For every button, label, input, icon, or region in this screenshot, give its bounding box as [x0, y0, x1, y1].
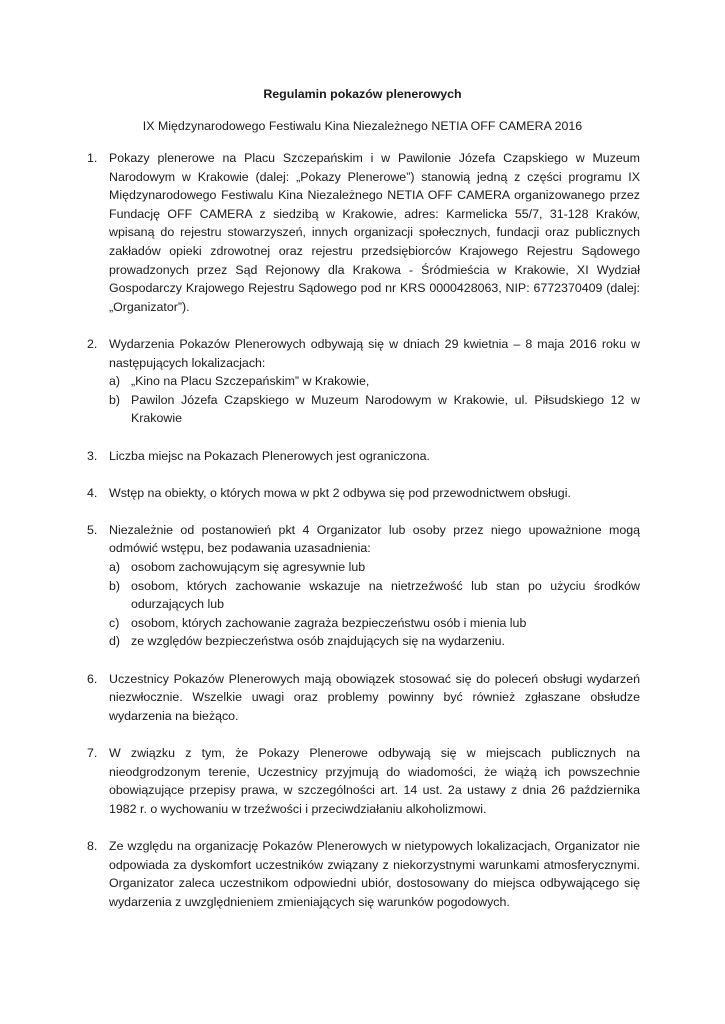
sub-item-letter: b): [109, 392, 121, 407]
sub-item-b: [109, 577, 640, 614]
item-text: Ze względu na organizację Pokazów Plenerowych w nietypowych lokalizacjach, Organizator nie odpowiada za dyskomfort uczestników związany z niekorzystnymi warunkami atmosferycznymi. Organizator zaleca uczestnikom odpowiedni ubiór, dostosowany do miejsca odbywającego się wydarzenia z uwzględnieniem zmieniających się warunków pogodowych.: [109, 838, 640, 909]
item-text: Wydarzenia Pokazów Plenerowych odbywają się w dniach 29 kwietnia – 8 maja 2016 roku w następujących lokalizacjach:: [109, 336, 640, 370]
document-subtitle: IX Międzynarodowego Festiwalu Kina Niezależnego NETIA OFF CAMERA 2016: [142, 119, 583, 133]
item-number: 4.: [87, 485, 98, 500]
sub-item-text: osobom, których zachowanie wskazuje na nietrzeźwość lub stan po użyciu środków odurzających lub: [131, 578, 640, 612]
sub-item-b: [109, 391, 640, 428]
regulation-item-7: [87, 744, 640, 818]
sub-item-d: [109, 632, 640, 651]
item-number: 1.: [87, 151, 98, 165]
sub-item-letter: c): [109, 615, 120, 630]
item-text: Uczestnicy Pokazów Plenerowych mają obowiązek stosować się do poleceń obsługi wydarzeń niezwłocznie. Wszelkie uwagi oraz problemy powinny być również zgłaszane obsłudze wydarzenia na bieżąco.: [109, 671, 640, 723]
sub-item-letter: a): [109, 560, 121, 575]
item-number: 3.: [87, 448, 98, 463]
regulation-item-2: [87, 335, 640, 428]
regulation-list: [87, 149, 640, 911]
regulation-item-6: [87, 670, 640, 726]
item-number: 2.: [87, 336, 98, 351]
item-number: 7.: [87, 746, 98, 760]
sub-item-text: osobom zachowującym się agresywnie lub: [131, 560, 366, 575]
sub-item-letter: a): [109, 374, 121, 389]
sub-item-letter: b): [109, 578, 121, 593]
regulation-item-5: [87, 521, 640, 651]
item-number: 8.: [87, 838, 98, 853]
regulation-item-3: [87, 447, 640, 466]
item-text: Wstęp na obiekty, o których mowa w pkt 2 odbywa się pod przewodnictwem obsługi.: [109, 485, 571, 500]
sub-item-letter: d): [109, 634, 121, 649]
sub-item-text: ze względów bezpieczeństwa osób znajdujących się na wydarzeniu.: [131, 634, 505, 649]
item-number: 6.: [87, 671, 98, 686]
item-number: 5.: [87, 522, 98, 537]
sub-item-a: [109, 372, 640, 391]
item-text: W związku z tym, że Pokazy Plenerowe odbywają się w miejscach publicznych na nieodgrodzonym terenie, Uczestnicy przyjmują do wiadomości, że wiążą ich powszechnie obowiązujące przepisy prawa, w szczególności art. 14 ust. 2a ustawy z dnia 26 października 1982 r. o wychowaniu w trzeźwości i przeciwdziałaniu alkoholizmowi.: [109, 746, 640, 816]
sub-item-c: [109, 614, 640, 633]
sub-item-a: [109, 558, 640, 577]
item-text: Liczba miejsc na Pokazach Plenerowych jest ograniczona.: [109, 448, 430, 463]
sub-item-text: „Kino na Placu Szczepańskim” w Krakowie,: [131, 374, 370, 389]
regulation-item-8: [87, 837, 640, 911]
sub-item-text: Pawilon Józefa Czapskiego w Muzeum Narodowym w Krakowie, ul. Piłsudskiego 12 w Krakowie: [131, 392, 640, 426]
item-text: Niezależnie od postanowień pkt 4 Organizator lub osoby przez niego upoważnione mogą odmówić wstępu, bez podawania uzasadnienia:: [109, 522, 640, 556]
regulation-item-1: [87, 149, 640, 316]
item-text: Pokazy plenerowe na Placu Szczepańskim i w Pawilonie Józefa Czapskiego w Muzeum Narodowym w Krakowie (dalej: „Pokazy Plenerowe”) stanowią jedną z części programu IX Międzynarodowego Festiwalu Kina Niezależnego NETIA OFF CAMERA organizowanego przez Fundację OFF CAMERA z siedzibą w Krakowie, adres: Karmelicka 55/7, 31-128 Kraków, wpisaną do rejestru stowarzyszeń, innych organizacji społecznych, fundacji oraz publicznych zakładów opieki zdrowotnej oraz rejestru przedsiębiorców Krajowego Rejestru Sądowego prowadzonych przez Sąd Rejonowy dla Krakowa - Śródmieścia w Krakowie, XI Wydział Gospodarczy Krajowego Rejestru Sądowego pod nr KRS 0000428063, NIP: 6772370409 (dalej: „Organizator”).: [109, 151, 640, 314]
regulation-item-4: [87, 484, 640, 503]
sub-item-text: osobom, których zachowanie zagraża bezpieczeństwu osób i mienia lub: [131, 615, 527, 630]
document-title: Regulamin pokazów plenerowych: [263, 87, 462, 101]
